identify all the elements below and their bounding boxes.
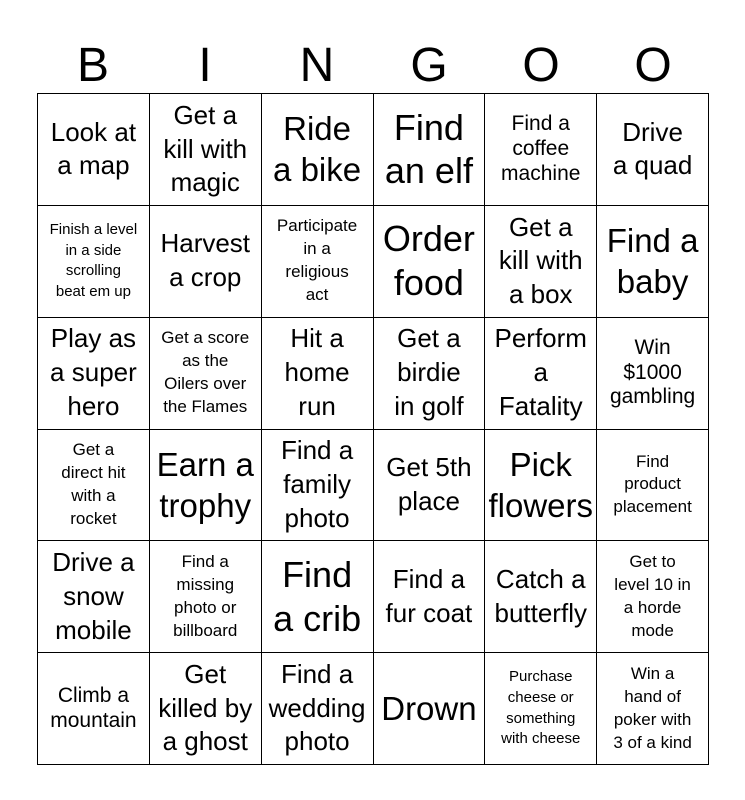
bingo-cell-text: Get 5th place — [386, 452, 472, 516]
bingo-cell-text: Get a birdie in golf — [394, 323, 464, 421]
bingo-cell[interactable] — [374, 430, 486, 542]
bingo-cell[interactable] — [485, 94, 597, 206]
bingo-cell[interactable] — [38, 206, 150, 318]
bingo-cell[interactable] — [485, 430, 597, 542]
bingo-cell-text: Find a crib — [273, 553, 362, 639]
bingo-cell[interactable] — [262, 318, 374, 430]
bingo-cell[interactable] — [485, 318, 597, 430]
bingo-cell[interactable] — [485, 541, 597, 653]
bingo-cell-text: Drown — [381, 689, 477, 727]
bingo-cell-text: Participate in a religious act — [276, 216, 358, 305]
bingo-cell-text: Play as a super hero — [50, 323, 137, 421]
bingo-cell-text: Find a coffee machine — [501, 112, 581, 185]
bingo-board — [37, 93, 709, 765]
bingo-cell-text: Find a missing photo or billboard — [173, 551, 238, 640]
bingo-cell-text: Pick flowers — [488, 445, 593, 524]
bingo-cell[interactable] — [150, 541, 262, 653]
bingo-cell-text: Drive a snow mobile — [52, 547, 135, 645]
bingo-cell-text: Perform a Fatality — [494, 323, 587, 421]
header-letter: G — [410, 39, 448, 92]
bingo-cell-text: Find a wedding photo — [268, 658, 366, 757]
bingo-cell-text: Drive a quad — [612, 116, 693, 181]
bingo-cell-text: Get a kill with magic — [163, 99, 248, 198]
bingo-cell-text: Find an elf — [384, 106, 473, 192]
header-letter: N — [299, 39, 335, 92]
bingo-cell[interactable] — [262, 653, 374, 765]
bingo-cell[interactable] — [150, 206, 262, 318]
bingo-header — [37, 38, 709, 94]
bingo-cell[interactable] — [485, 653, 597, 765]
bingo-cell-text: Get a score as the Oilers over the Flames — [161, 328, 250, 417]
bingo-cell-text: Find product placement — [613, 451, 692, 517]
bingo-cell-text: Finish a level in a side scrolling beat em up — [49, 220, 138, 300]
bingo-cell[interactable] — [597, 206, 709, 318]
bingo-cell[interactable] — [374, 653, 486, 765]
bingo-cell-text: Hit a home run — [284, 323, 350, 421]
bingo-cell-text: Look at a map — [50, 116, 137, 181]
bingo-cell-text: Ride a bike — [273, 110, 362, 189]
bingo-cell[interactable] — [597, 541, 709, 653]
bingo-cell[interactable] — [374, 318, 486, 430]
bingo-cell-text: Get a kill with a box — [498, 211, 583, 310]
header-letter: B — [76, 39, 109, 92]
bingo-cell-text: Get killed by a ghost — [158, 658, 253, 757]
bingo-cell[interactable] — [38, 94, 150, 206]
bingo-cell[interactable] — [150, 94, 262, 206]
bingo-cell-text: Find a fur coat — [385, 563, 473, 628]
bingo-cell[interactable] — [38, 430, 150, 542]
bingo-cell-text: Find a family photo — [280, 435, 354, 533]
bingo-cell-text: Earn a trophy — [156, 445, 254, 524]
bingo-cell-text: Catch a butterfly — [494, 563, 587, 628]
bingo-cell[interactable] — [597, 430, 709, 542]
bingo-cell[interactable] — [38, 541, 150, 653]
bingo-cell-text: Order food — [382, 218, 475, 304]
bingo-cell[interactable] — [38, 318, 150, 430]
bingo-cell[interactable] — [262, 541, 374, 653]
bingo-cell-text: Win $1000 gambling — [609, 335, 696, 409]
bingo-cell[interactable] — [262, 94, 374, 206]
bingo-cell[interactable] — [150, 430, 262, 542]
bingo-cell-text: Get a direct hit with a rocket — [61, 440, 126, 528]
bingo-cell[interactable] — [262, 430, 374, 542]
bingo-cell-text: Purchase cheese or something with cheese — [501, 668, 581, 748]
bingo-cell-text: Win a hand of poker with 3 of a kind — [613, 663, 692, 752]
header-letter: O — [634, 39, 672, 92]
bingo-cell-text: Harvest a crop — [160, 228, 251, 293]
bingo-cell-text: Find a baby — [606, 221, 699, 301]
bingo-cell[interactable] — [374, 206, 486, 318]
bingo-cell[interactable] — [262, 206, 374, 318]
bingo-cell[interactable] — [485, 206, 597, 318]
header-letter: O — [522, 39, 560, 92]
bingo-cell[interactable] — [38, 653, 150, 765]
bingo-cell[interactable] — [374, 541, 486, 653]
bingo-cell-text: Get to level 10 in a horde mode — [614, 551, 691, 640]
bingo-cell[interactable] — [597, 653, 709, 765]
bingo-cell[interactable] — [150, 653, 262, 765]
bingo-cell[interactable] — [597, 318, 709, 430]
bingo-cell[interactable] — [150, 318, 262, 430]
bingo-cell-text: Climb a mountain — [50, 683, 137, 732]
bingo-cell[interactable] — [374, 94, 486, 206]
bingo-cell[interactable] — [597, 94, 709, 206]
header-letter: I — [198, 39, 212, 92]
